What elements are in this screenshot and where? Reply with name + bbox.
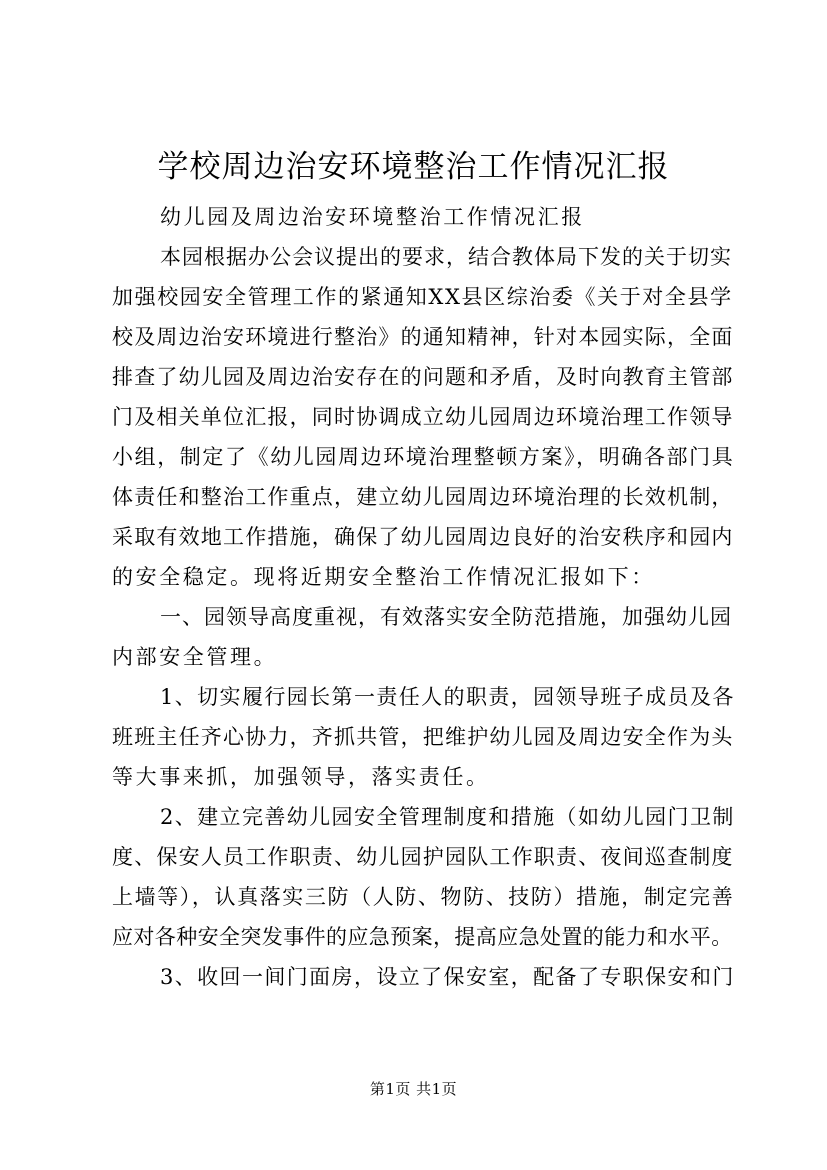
- paragraph-line: 2、建立完善幼儿园安全管理制度和措施（如幼儿园门卫制: [160, 805, 735, 829]
- paragraph-line: 加强校园安全管理工作的紧通知XX县区综治委《关于对全县学: [112, 285, 733, 309]
- paragraph-line: 内部安全管理。: [112, 645, 278, 669]
- paragraph-intro: [112, 237, 734, 597]
- document-title: 学校周边治安环境整治工作情况汇报: [157, 149, 670, 185]
- paragraph-line: 等大事来抓，加强领导，落实责任。: [112, 765, 490, 789]
- paragraph-section-1: [112, 597, 734, 677]
- paragraph-line: 门及相关单位汇报，同时协调成立幼儿园周边环境治理工作领导: [112, 405, 734, 429]
- paragraph-item-2: [112, 797, 734, 957]
- page-footer: 第1页 共1页: [369, 1080, 458, 1098]
- paragraph-item-3: [112, 957, 734, 997]
- paragraph-line: 体责任和整治工作重点，建立幼儿园周边环境治理的长效机制，: [112, 485, 734, 509]
- paragraph-item-1: [112, 677, 734, 797]
- paragraph-line: 校及周边治安环境进行整治》的通知精神，针对本园实际，全面: [112, 325, 734, 349]
- paragraph-line: 应对各种安全突发事件的应急预案，提高应急处置的能力和水平。: [112, 925, 733, 949]
- paragraph-line: 3、收回一间门面房，设立了保安室，配备了专职保安和门: [160, 965, 735, 989]
- paragraph-line: 一、园领导高度重视，有效落实安全防范措施，加强幼儿园: [160, 605, 732, 629]
- document-subtitle: 幼儿园及周边治安环境整治工作情况汇报: [160, 205, 585, 229]
- paragraph-line: 上墙等），认真落实三防（人防、物防、技防）措施，制定完善: [112, 885, 735, 909]
- paragraph-line: 小组，制定了《幼儿园周边环境治理整顿方案》，明确各部门具: [112, 445, 735, 469]
- paragraph-line: 本园根据办公会议提出的要求，结合教体局下发的关于切实: [160, 245, 732, 269]
- document-body: [112, 197, 734, 997]
- paragraph-line: 度、保安人员工作职责、幼儿园护园队工作职责、夜间巡查制度: [112, 845, 734, 869]
- paragraph-line: 的安全稳定。现将近期安全整治工作情况汇报如下：: [112, 565, 655, 589]
- paragraph-line: 排查了幼儿园及周边治安存在的问题和矛盾，及时向教育主管部: [112, 365, 734, 389]
- paragraph-line: 班班主任齐心协力，齐抓共管，把维护幼儿园及周边安全作为头: [112, 725, 734, 749]
- paragraph-line: 1、切实履行园长第一责任人的职责，园领导班子成员及各: [160, 685, 735, 709]
- paragraph-line: 采取有效地工作措施，确保了幼儿园周边良好的治安秩序和园内: [112, 525, 734, 549]
